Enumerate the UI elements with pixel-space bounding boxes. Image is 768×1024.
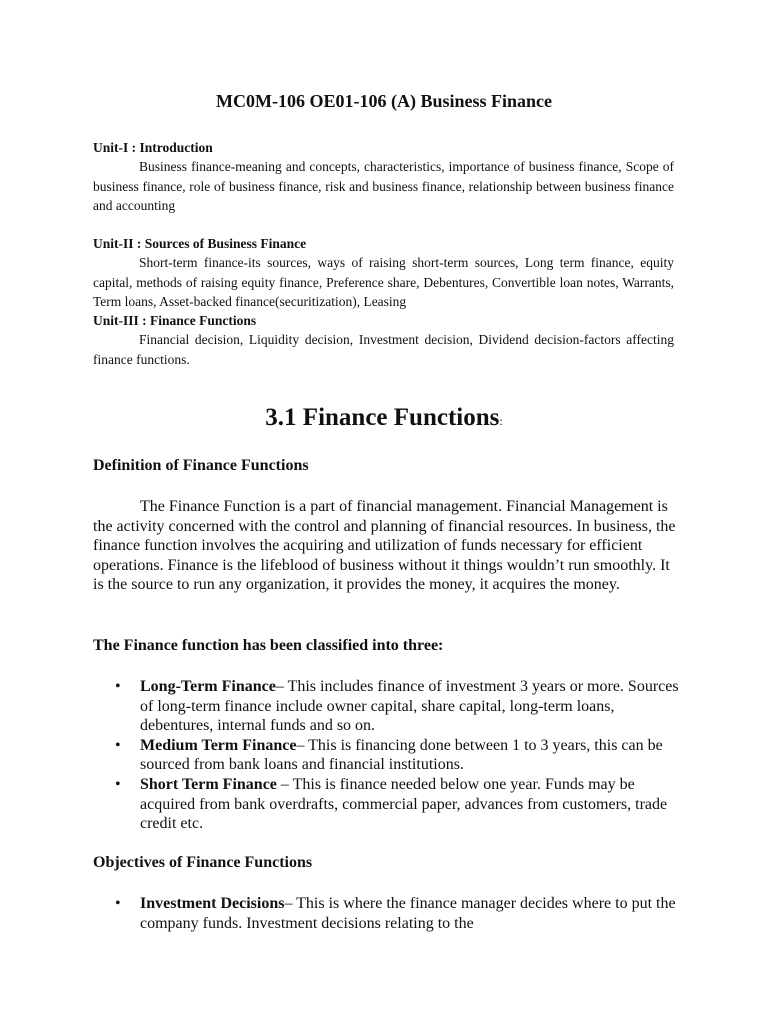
list-item <box>93 775 683 834</box>
bullet-icon: • <box>115 775 121 793</box>
list-item <box>93 736 683 775</box>
unit-3-body: Financial decision, Liquidity decision, Investment decision, Dividend decision-factors affecting finance functions. <box>93 332 674 367</box>
section-heading-suffix: : <box>499 414 503 428</box>
list-item-text: – This includes finance of investment 3 years or more. Sources of long-term finance include owner capital, share capital, long-term loans, debentures, internal funds and so on. <box>140 678 679 735</box>
list-item-term: Long-Term Finance <box>140 678 276 695</box>
definition-heading: Definition of Finance Functions <box>93 457 309 474</box>
document-title: MC0M-106 OE01-106 (A) Business Finance <box>216 91 552 111</box>
list-item-term: Investment Decisions <box>140 895 285 912</box>
list-item <box>93 894 683 933</box>
unit-1-body: Business finance-meaning and concepts, characteristics, importance of business finance, Scope of business finance, role of business finance, risk and business finance, relationship between business finance and accounting <box>93 159 674 213</box>
classification-heading: The Finance function has been classified into three: <box>93 637 444 654</box>
bullet-icon: • <box>115 678 121 695</box>
unit-2-body: Short-term finance-its sources, ways of raising short-term sources, Long term finance, equity capital, methods of raising equity finance, Preference share, Debentures, Convertible loan notes, Warrants, Term loans, Asset-backed finance(securitization), Leasing <box>93 255 674 309</box>
definition-paragraph: The Finance Function is a part of financial management. Financial Management is the activity concerned with the control and planning of financial resources. In business, the finance function involves the acquiring and utilization of funds necessary for efficient operations. Finance is the lifeblood of business without it things wouldn’t run smoothly. It is the source to run any organization, it provides the money, it acquires the money. <box>93 498 676 594</box>
list-item-text: – This is financing done between 1 to 3 years, this can be sourced from bank loans and financial institutions. <box>140 736 663 774</box>
list-item-term: Medium Term Finance <box>140 736 297 754</box>
list-item-text: – This is where the finance manager decides where to put the company funds. Investment decisions relating to the <box>140 895 676 932</box>
bullet-icon: • <box>115 895 121 912</box>
unit-2-heading: Unit-II : Sources of Business Finance <box>93 236 307 251</box>
list-item-term: Short Term Finance <box>140 775 277 793</box>
section-heading-text: 3.1 Finance Functions <box>265 404 500 431</box>
objectives-list <box>93 894 683 933</box>
unit-3-heading: Unit-III : Finance Functions <box>93 313 257 328</box>
list-item-text: – This is finance needed below one year. Funds may be acquired from bank overdrafts, commercial paper, advances from customers, trade credit etc. <box>140 775 668 833</box>
section-heading <box>0 402 768 437</box>
objectives-heading: Objectives of Finance Functions <box>93 854 313 871</box>
classification-list <box>93 677 683 834</box>
bullet-icon: • <box>115 736 121 754</box>
list-item <box>93 677 683 736</box>
unit-1-heading: Unit-I : Introduction <box>93 140 213 155</box>
